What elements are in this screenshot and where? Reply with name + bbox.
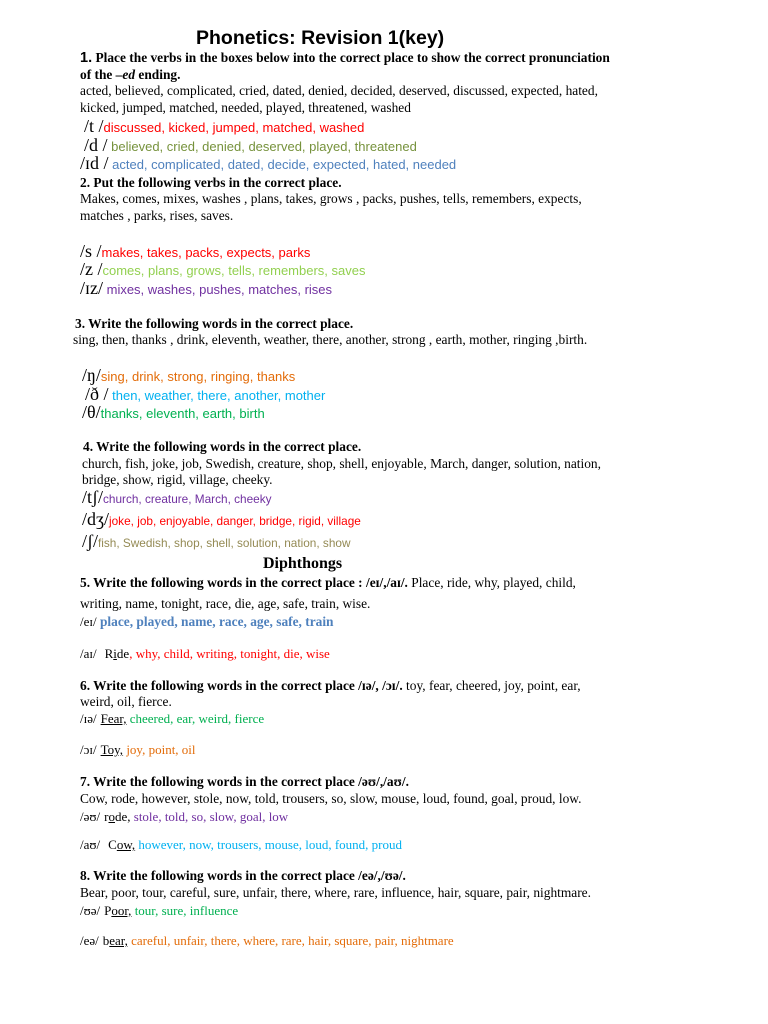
q2-instruction: 2. Put the following verbs in the correct place. [80, 175, 342, 190]
q4-words-line1: church, fish, joke, job, Swedish, creature, shop, shell, enjoyable, March, danger, solution, nation, [82, 456, 601, 471]
q1-instruction [80, 50, 610, 67]
q2-row-iz [80, 278, 332, 299]
q7-instruction: 7. Write the following words in the correct place /əʊ/,/aʊ/. [80, 774, 409, 789]
page-title: Phonetics: Revision 1(key) [196, 27, 445, 49]
q6-words-a: toy, fear, cheered, joy, point, ear, [402, 678, 581, 693]
q1-words-line2: kicked, jumped, matched, needed, played, threatened, washed [80, 100, 411, 115]
answer-id: acted, complicated, dated, decide, expected, hated, needed [108, 157, 457, 172]
symbol-s: /s / [80, 241, 102, 261]
q5-instruction: 5. Write the following words in the correct place : /eɪ/,/aɪ/. [80, 575, 408, 590]
q2-words-line2: matches , parks, rises, saves. [80, 208, 234, 223]
key-au-2: ow, [116, 837, 136, 852]
key-ue-2: oor, [111, 903, 132, 918]
key-ai-3: de [116, 646, 130, 661]
symbol-z: /z / [80, 259, 103, 279]
q6-row-ie [80, 710, 264, 728]
symbol-ai: /aɪ/ [80, 646, 97, 661]
q4-row-sh [82, 531, 350, 552]
q8-row-ue [80, 902, 238, 920]
symbol-t: /t / [84, 116, 104, 136]
key-ai-1: R [104, 646, 114, 661]
q3-row-theta [82, 402, 265, 423]
key-ea-1: b [102, 933, 110, 948]
q8-instruction: 8. Write the following words in the correct place /eə/,/ʊə/. [80, 868, 406, 883]
key-eu-2: o [108, 809, 115, 824]
q6-words-line2: weird, oil, fierce. [80, 694, 172, 709]
symbol-ue: /ʊə/ [80, 903, 101, 918]
symbol-ei: /eɪ/ [80, 614, 97, 629]
answer-s: makes, takes, packs, expects, parks [101, 245, 311, 260]
q5-row-ei [80, 613, 334, 631]
symbol-eu: /əʊ/ [80, 809, 101, 824]
answer-iz: mixes, washes, pushes, matches, rises [103, 282, 333, 297]
q3-instruction: 3. Write the following words in the correct place. [75, 316, 354, 331]
answer-dzh: joke, job, enjoyable, danger, bridge, rigid, village [109, 514, 361, 528]
symbol-tsh: /tʃ/ [82, 487, 103, 507]
q1-instruction-line2-a: of the [80, 67, 116, 82]
q6-instruction: 6. Write the following words in the correct place /ɪə/, /ɔɪ/. [80, 678, 403, 693]
section-heading-diphthongs: Diphthongs [263, 555, 343, 572]
key-au-1: C [108, 837, 117, 852]
answer-ng: sing, drink, strong, ringing, thanks [100, 369, 296, 384]
answer-sh: fish, Swedish, shop, shell, solution, nation, show [98, 536, 351, 550]
q1-number: 1. [80, 50, 93, 66]
q4-instruction: 4. Write the following words in the correct place. [83, 439, 362, 454]
q1-instruction-line2-c: ending. [135, 67, 181, 82]
answer-eth: then, weather, there, another, mother [108, 388, 326, 403]
q8-words: Bear, poor, tour, careful, sure, unfair, there, where, rare, influence, hair, square, pair, nightmare. [80, 885, 591, 900]
q7-row-au [80, 836, 402, 854]
key-ai-2: i [113, 646, 117, 661]
q6-row-oi [80, 741, 196, 759]
symbol-sh: /ʃ/ [82, 531, 98, 551]
q5-instruction-line [80, 574, 576, 592]
answer-tsh: church, creature, March, cheeky [103, 492, 272, 506]
symbol-id: /ɪd / [80, 153, 109, 173]
symbol-d: /d / [84, 135, 108, 155]
key-eu-3: de, [114, 809, 131, 824]
q8-row-ea [80, 932, 454, 950]
answer-au: however, now, trousers, mouse, loud, found, proud [135, 837, 403, 852]
q2-words-line1: Makes, comes, mixes, washes , plans, takes, grows , packs, pushes, tells, remembers, expects, [80, 191, 582, 206]
symbol-ie: /ɪə/ [80, 711, 97, 726]
q7-words: Cow, rode, however, stole, now, told, trousers, so, slow, mouse, loud, found, goal, proud, low. [80, 791, 582, 806]
q7-row-eu [80, 808, 288, 826]
answer-eu: stole, told, so, slow, goal, low [130, 809, 289, 824]
key-ue-1: P [104, 903, 112, 918]
q1-words-line1: acted, believed, complicated, cried, dated, denied, decided, deserved, discussed, expected, hated, [80, 83, 598, 98]
answer-ai: , why, child, writing, tonight, die, wise [129, 646, 330, 661]
answer-z: comes, plans, grows, tells, remembers, saves [102, 263, 366, 278]
answer-ie: cheered, ear, weird, fierce [126, 711, 265, 726]
answer-theta: thanks, eleventh, earth, birth [100, 406, 265, 421]
q1-row-id [80, 153, 456, 174]
symbol-au: /aʊ/ [80, 837, 101, 852]
q6-instruction-line [80, 677, 581, 695]
symbol-oi: /ɔɪ/ [80, 742, 97, 757]
answer-ue: tour, sure, influence [131, 903, 239, 918]
q1-instruction-line1: Place the verbs in the boxes below into the correct place to show the correct pronunciation [95, 50, 610, 65]
symbol-theta: /θ/ [82, 402, 101, 422]
q5-row-ai [80, 645, 330, 663]
key-ie: Fear, [100, 711, 127, 726]
q5-words-a: Place, ride, why, played, child, [407, 575, 576, 590]
q3-words: sing, then, thanks , drink, eleventh, weather, there, another, strong , earth, mother, ringing ,birth. [73, 332, 588, 347]
key-oi: Toy, [100, 742, 124, 757]
q4-row-tsh [82, 487, 272, 508]
key-ea-2: ear, [109, 933, 128, 948]
symbol-ng: /ŋ/ [82, 365, 101, 385]
key-eu-1: r [104, 809, 109, 824]
q4-row-dzh [82, 509, 361, 530]
symbol-iz: /ɪz/ [80, 278, 103, 298]
q4-words-line2: bridge, show, rigid, village, cheeky. [82, 472, 273, 487]
q1-ed-ending: –ed [115, 67, 136, 82]
answer-oi: joy, point, oil [123, 742, 196, 757]
q1-instruction-line2 [80, 67, 180, 82]
symbol-eth: /ð / [85, 384, 109, 404]
answer-ei: place, played, name, race, age, safe, train [96, 614, 334, 629]
symbol-dzh: /dʒ/ [82, 509, 109, 529]
answer-d: believed, cried, denied, deserved, played, threatened [107, 139, 417, 154]
answer-ea: careful, unfair, there, where, rare, hair, square, pair, nightmare [127, 933, 454, 948]
symbol-ea: /eə/ [80, 933, 99, 948]
answer-t: discussed, kicked, jumped, matched, washed [103, 120, 365, 135]
q5-words-line2: writing, name, tonight, race, die, age, safe, train, wise. [80, 596, 371, 611]
